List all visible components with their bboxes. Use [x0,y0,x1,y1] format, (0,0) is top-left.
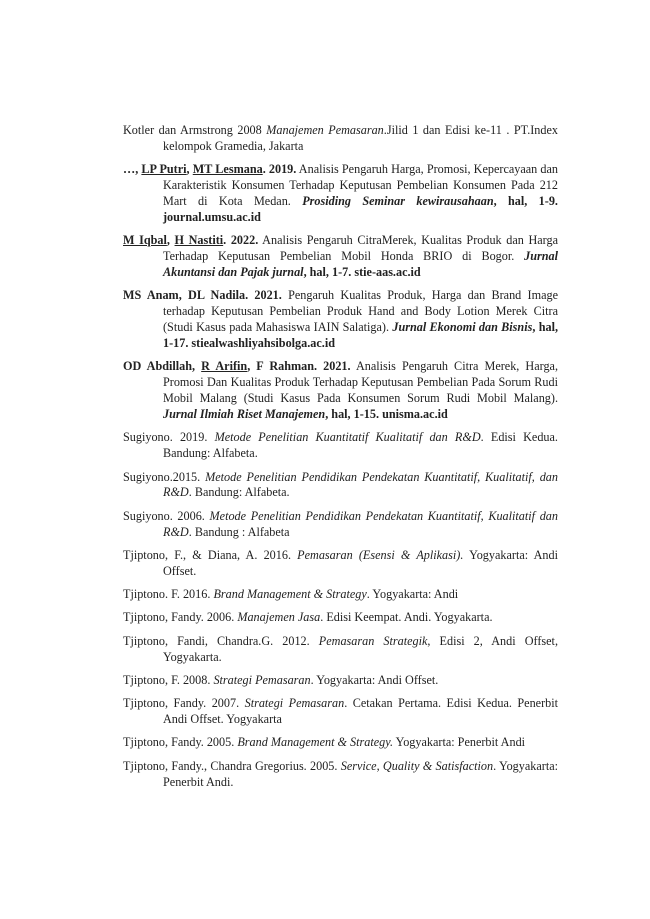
reference-text-segment: , hal, 1-17. stiealwashliyahsibolga.ac.id [163,320,559,351]
reference-text-segment: Tjiptono, Fandy. 2006. [123,610,238,625]
reference-entry [123,759,558,791]
reference-text-segment: Sugiyono. 2019. [123,430,215,445]
reference-text-segment: , Edisi 2, Andi Offset, Yogyakarta. [163,633,558,664]
reference-entry [123,162,558,226]
reference-entry [123,123,558,155]
reference-text-segment: OD Abdillah, [123,359,202,374]
reference-text-segment: Jurnal Ilmiah Riset Manajemen [163,407,326,422]
reference-text-segment: Tjiptono, Fandy., Chandra Gregorius. 2005. [123,758,341,773]
reference-text-segment: , F Rahman. 2021. [247,359,351,374]
reference-text-segment: Pemasaran Strategik [318,633,428,648]
reference-text-segment: Prosiding Seminar kewirausahaan [302,194,494,209]
reference-entry [123,509,558,541]
reference-entry [123,548,558,580]
reference-text-segment: H Nastiti [174,233,224,248]
reference-text-segment: .Jilid 1 dan Edisi ke-11 . PT.Index kelompok Gramedia, Jakarta [163,123,558,153]
reference-entry [123,735,558,751]
reference-text-segment: Sugiyono. 2006. [123,508,210,523]
reference-text-segment: Tjiptono, F., & Diana, A. 2016. [123,547,298,562]
reference-text-segment: . Edisi Keempat. Andi. Yogyakarta. [320,610,493,625]
reference-text-segment: . Yogyakarta: Andi [366,587,459,602]
reference-text-segment: M Iqbal [123,233,167,248]
reference-entry [123,288,558,352]
reference-text-segment: . Yogyakarta: Penerbit Andi. [163,758,559,789]
reference-text-segment: Metode Penelitian Pendidikan Pendekatan Kuantitatif, Kualitatif dan R&D [163,508,558,539]
reference-text-segment: Brand Management & Strategy. [237,735,394,750]
reference-text-segment: . Bandung: Alfabeta. [188,485,290,500]
reference-entry [123,359,558,423]
reference-text-segment: Yogyakarta: Andi Offset. [163,547,558,578]
reference-text-segment: Jurnal Ekonomi dan Bisnis [392,320,533,335]
reference-entry [123,610,558,626]
reference-text-segment: Manajemen Pemasaran [266,123,384,137]
reference-text-segment: Strategi Pemasaran [244,696,345,711]
reference-text-segment: LP Putri [141,162,187,177]
reference-entry [123,587,558,603]
reference-text-segment: , [186,162,193,177]
reference-text-segment: Pemasaran (Esensi & Aplikasi). [297,547,464,562]
reference-text-segment: Tjiptono, F. 2008. [123,672,214,687]
reference-text-segment: , hal, 1-7. stie-aas.ac.id [303,265,421,280]
reference-text-segment: …, [123,162,142,177]
reference-text-segment: R Arifin [201,359,248,374]
reference-entry [123,470,558,502]
reference-text-segment: Tjiptono, Fandy. 2007. [123,696,245,711]
reference-text-segment: , [166,233,175,248]
reference-text-segment: . Edisi Kedua. Bandung: Alfabeta. [163,430,558,461]
reference-text-segment: MS Anam, DL Nadila. 2021. [123,288,282,303]
reference-text-segment: Analisis Pengaruh Harga, Promosi, Kepercayaan dan Karakteristik Konsumen Terhadap Keputusan Pembelian Konsumen Pada 212 Mart di Kota Medan. [163,162,559,209]
reference-list [123,123,558,798]
reference-text-segment: , hal, 1-15. unisma.ac.id [325,407,448,422]
reference-text-segment: . Bandung : Alfabeta [188,524,290,539]
reference-text-segment: Manajemen Jasa [237,610,321,625]
reference-text-segment: . 2022. [223,233,259,248]
reference-text-segment: Tjiptono, Fandy. 2005. [123,735,238,750]
reference-entry [123,233,558,281]
reference-text-segment: Yogyakarta: Penerbit Andi [393,735,526,750]
reference-text-segment: Tjiptono. F. 2016. [123,587,214,602]
reference-text-segment: . Cetakan Pertama. Edisi Kedua. Penerbit Andi Offset. Yogyakarta [163,696,559,727]
reference-entry [123,673,558,689]
reference-entry [123,696,558,728]
reference-text-segment: Tjiptono, Fandi, Chandra.G. 2012. [123,633,319,648]
reference-text-segment: MT Lesmana [192,162,263,177]
reference-text-segment: Sugiyono.2015. [123,469,206,484]
reference-text-segment: Strategi Pemasaran [213,672,311,687]
reference-entry [123,634,558,666]
reference-text-segment: Kotler dan Armstrong 2008 [123,123,267,137]
reference-text-segment: Brand Management & Strategy [213,587,367,602]
reference-text-segment: , hal, 1-9. journal.umsu.ac.id [163,194,558,224]
reference-text-segment: . Yogyakarta: Andi Offset. [310,672,439,687]
reference-entry [123,430,558,462]
reference-text-segment: Analisis Pengaruh Citra Merek, Harga, Promosi Dan Kualitas Produk Terhadap Keputusan Pembelian Pada Sorum Rudi Mobil Malang (Studi Kasus Pada Konsumen Sorum Rudi Mobil Malang). [163,359,558,406]
reference-text-segment: Analisis Pengaruh CitraMerek, Kualitas Produk dan Harga Terhadap Keputusan Pembelian Mobil Honda BRIO di Bogor. [163,233,558,264]
reference-text-segment: Metode Penelitian Kuantitatif Kualitatif dan R&D [214,430,481,445]
reference-text-segment: . 2019. [262,162,297,177]
reference-text-segment: Jurnal Akuntansi dan Pajak jurnal [163,249,558,280]
reference-text-segment: Pengaruh Kualitas Produk, Harga dan Brand Image terhadap Keputusan Pembelian Produk Hand and Body Lotion Merek Citra (Studi Kasus pada Mahasiswa IAIN Salatiga). [163,288,558,335]
reference-text-segment: Metode Penelitian Pendidikan Pendekatan Kuantitatif, Kualitatif, dan R&D [163,469,558,500]
reference-text-segment: Service, Quality & Satisfaction [340,758,494,773]
